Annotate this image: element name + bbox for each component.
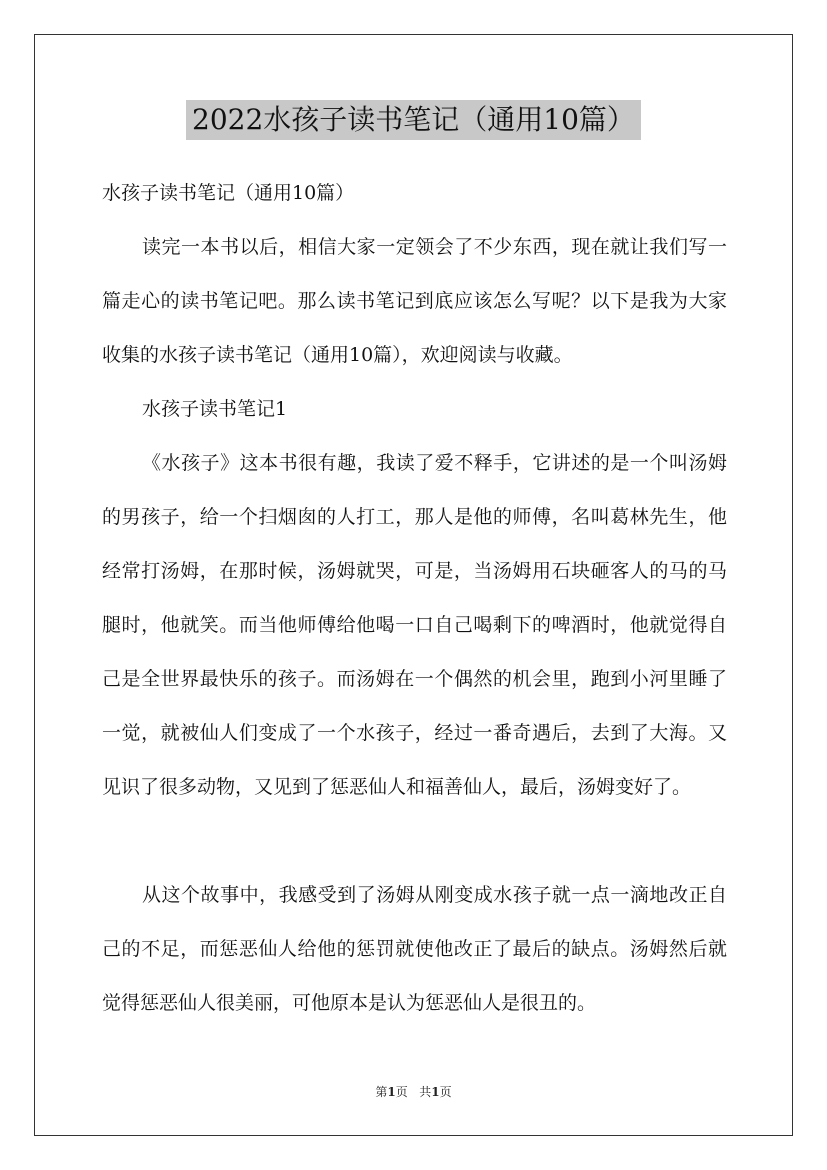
document-subtitle: 水孩子读书笔记（通用10篇） (102, 182, 355, 204)
document-title: 2022水孩子读书笔记（通用10篇） (186, 100, 641, 140)
total-pages: 1 (431, 1085, 440, 1099)
page-footer (0, 1083, 827, 1100)
body-paragraph: 《水孩子》这本书很有趣，我读了爱不释手，它讲述的是一个叫汤姆的男孩子，给一个扫烟囱的人打工，那人是他的师傅，名叫葛林先生，他经常打汤姆，在那时候，汤姆就哭，可是，当汤姆用石块砸客人的马的马腿时，他就笑。而当他师傅给他喝一口自己喝剩下的啤酒时，他就觉得自己是全世界最快乐的孩子。而汤姆在一个偶然的机会里，跑到小河里睡了一觉，就被仙人们变成了一个水孩子，经过一番奇遇后，去到了大海。又见识了很多动物，又见到了惩恶仙人和福善仙人，最后，汤姆变好了。 (102, 452, 727, 798)
intro-paragraph: 读完一本书以后，相信大家一定领会了不少东西，现在就让我们写一篇走心的读书笔记吧。那么读书笔记到底应该怎么写呢？以下是我为大家收集的水孩子读书笔记（通用10篇），欢迎阅读与收藏。 (102, 236, 727, 366)
title-container (0, 100, 827, 140)
body-paragraph: 从这个故事中，我感受到了汤姆从刚变成水孩子就一点一滴地改正自己的不足，而惩恶仙人给他的惩罚就使他改正了最后的缺点。汤姆然后就觉得惩恶仙人很美丽，可他原本是认为惩恶仙人是很丑的。 (102, 884, 727, 1014)
page-prefix: 第 (375, 1085, 388, 1099)
total-suffix: 页 (439, 1085, 452, 1099)
section-heading: 水孩子读书笔记1 (142, 398, 288, 420)
total-prefix: 共 (419, 1085, 432, 1099)
page-suffix: 页 (395, 1085, 408, 1099)
page-number: 1 (387, 1085, 396, 1099)
